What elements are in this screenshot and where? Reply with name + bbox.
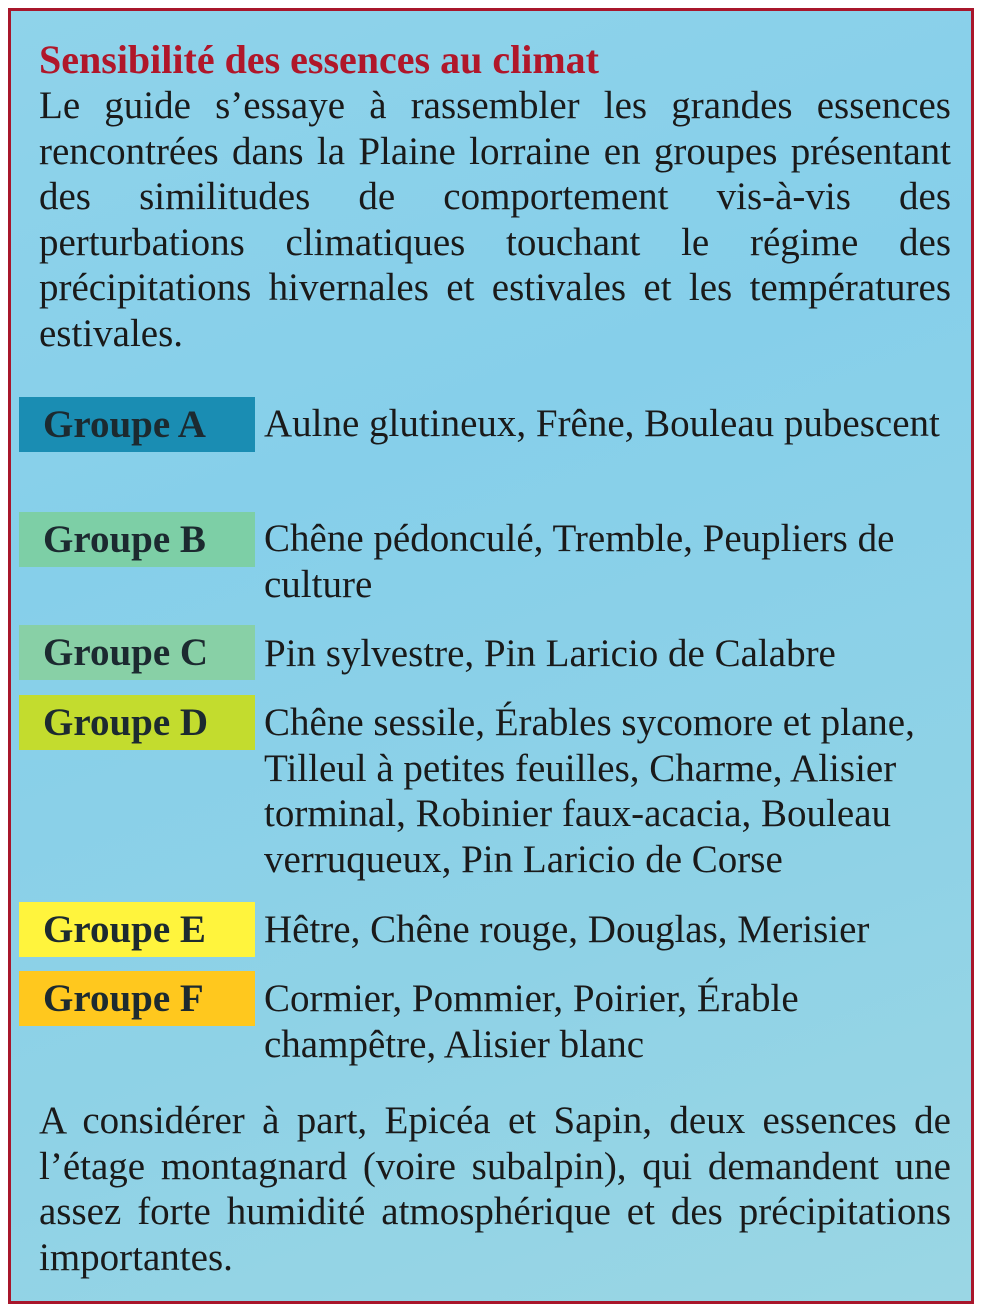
group-b-badge: Groupe B [19, 512, 255, 567]
group-a-species: Aulne glutineux, Frêne, Bouleau pubescent [264, 402, 940, 445]
group-e-species: Hêtre, Chêne rouge, Douglas, Merisier [264, 908, 870, 951]
panel-title: Sensibilité des essences au climat [39, 37, 599, 82]
group-a-badge: Groupe A [19, 397, 255, 452]
info-panel [8, 8, 974, 1304]
group-f-species: Cormier, Pommier, Poirier, Érable champêtre, Alisier blanc [264, 977, 799, 1066]
group-c-species: Pin sylvestre, Pin Laricio de Calabre [264, 632, 836, 675]
group-f-badge: Groupe F [19, 971, 255, 1026]
group-c-badge: Groupe C [19, 625, 255, 680]
group-d-species: Chêne sessile, Érables sycomore et plane, Tilleul à petites feuilles, Charme, Alisier torminal, Robinier faux-acacia, Bouleau verruqueux, Pin Laricio de Corse [264, 701, 915, 881]
outro-paragraph: A considérer à part, Epicéa et Sapin, deux essences de l’étage montagnard (voire subalpin), qui demandent une assez forte humidité atmosphérique et des précipitations importantes. [39, 1099, 951, 1279]
intro-paragraph: Le guide s’essaye à rassembler les grandes essences rencontrées dans la Plaine lorraine en groupes présentant des similitudes de comportement vis-à-vis des perturbations climatiques touchant le régime des précipitations hivernales et estivales et les températures estivales. [39, 84, 951, 355]
group-b-species: Chêne pédonculé, Tremble, Peupliers de culture [264, 517, 895, 606]
group-e-badge: Groupe E [19, 902, 255, 957]
group-d-badge: Groupe D [19, 695, 255, 750]
